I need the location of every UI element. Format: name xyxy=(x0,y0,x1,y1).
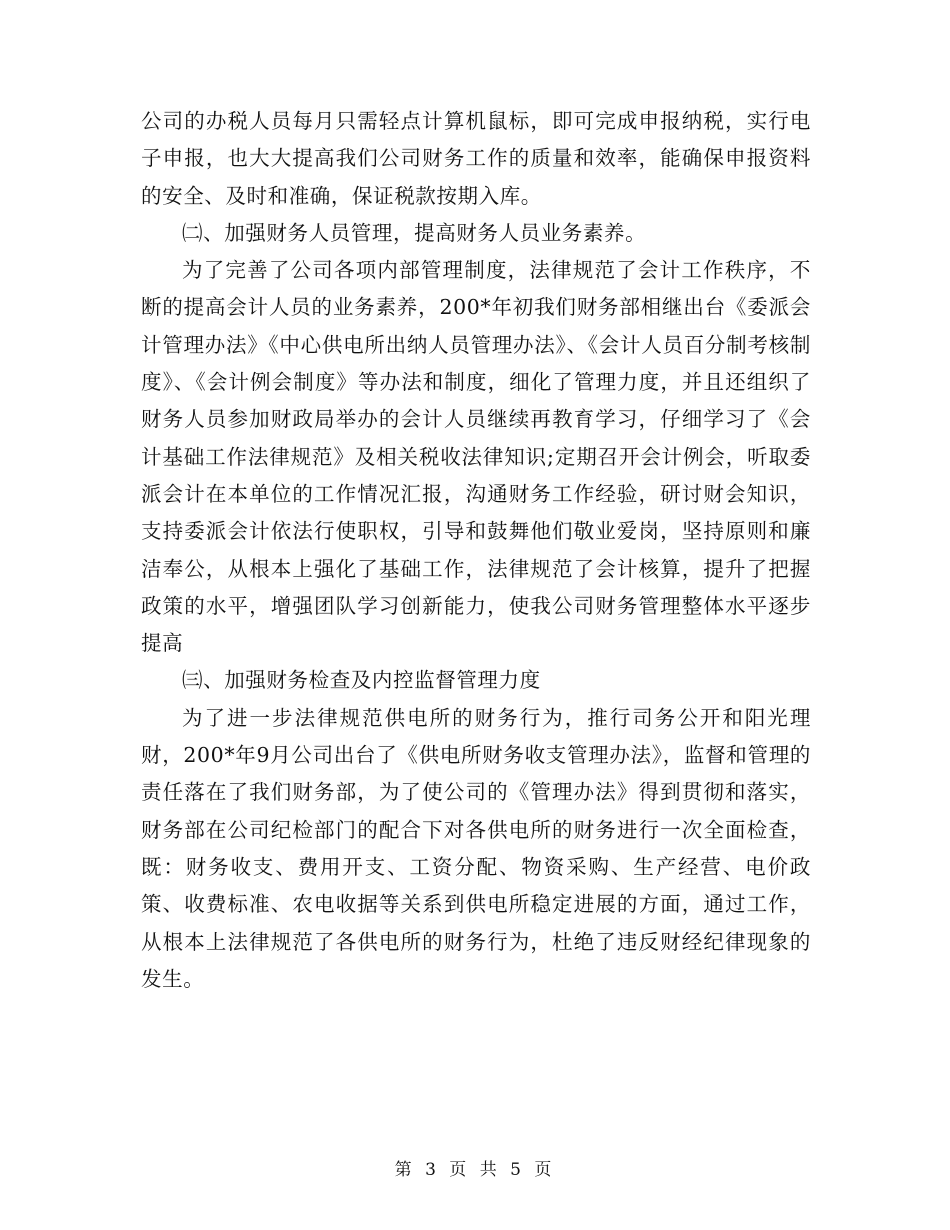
paragraph-continuation: 公司的办税人员每月只需轻点计算机鼠标，即可完成申报纳税，实行电子申报，也大大提高我们公司财务工作的质量和效率，能确保申报资料的安全、及时和准确，保证税款按期入库。 xyxy=(141,109,811,208)
page-number-footer: 第 3 页 共 5 页 xyxy=(394,1160,556,1180)
paragraph-inspection: 为了进一步法律规范供电所的财务行为，推行司务公开和阳光理财，200*年9月公司出台了《供电所财务收支管理办法》，监督和管理的责任落在了我们财务部，为了使公司的《管理办法》得到贯彻和落实，财务部在公司纪检部门的配合下对各供电所的财务进行一次全面检查，既：财务收支、费用开支、工资分配、物资采购、生产经营、电价政策、收费标准、农电收据等关系到供电所稳定进展的方面，通过工作，从根本上法律规范了各供电所的财务行为，杜绝了违反财经纪律现象的发生。 xyxy=(141,705,811,991)
section-heading-2: ㈡、加强财务人员管理，提高财务人员业务素养。 xyxy=(182,220,647,245)
section-heading-3: ㈢、加强财务检查及内控监督管理力度 xyxy=(182,668,541,693)
paragraph-staff-management: 为了完善了公司各项内部管理制度，法律规范了会计工作秩序，不断的提高会计人员的业务素养，200*年初我们财务部相继出台《委派会计管理办法》《中心供电所出纳人员管理办法》、《会计人员百分制考核制度》、《会计例会制度》等办法和制度，细化了管理力度，并且还组织了财务人员参加财政局举办的会计人员继续再教育学习，仔细学习了《会计基础工作法律规范》及相关税收法律知识;定期召开会计例会，听取委派会计在本单位的工作情况汇报，沟通财务工作经验，研讨财会知识，支持委派会计依法行使职权，引导和鼓舞他们敬业爱岗，坚持原则和廉洁奉公，从根本上强化了基础工作，法律规范了会计核算，提升了把握政策的水平，增强团队学习创新能力，使我公司财务管理整体水平逐步提高 xyxy=(141,258,811,656)
document-body xyxy=(141,103,811,998)
